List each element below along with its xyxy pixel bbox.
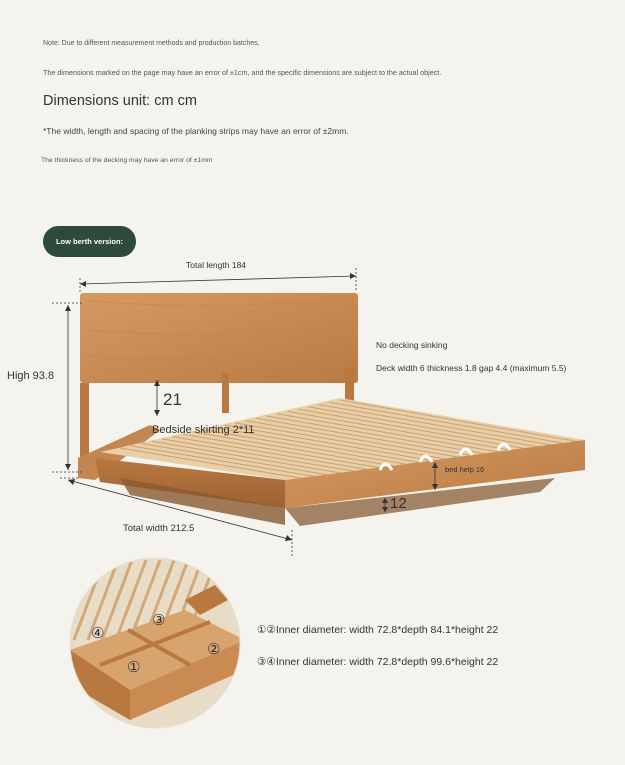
height-label: High 93.8 xyxy=(7,370,55,382)
total-length-label: Total length 184 xyxy=(186,260,247,270)
clearance-label: 12 xyxy=(390,495,407,512)
marker-1: ① xyxy=(127,659,141,676)
deck-spec-label: Deck width 6 thickness 1.8 gap 4.4 (maximum 5.5) xyxy=(376,363,567,373)
skirting-label: Bedside skirting 2*11 xyxy=(152,424,255,436)
inner-diameter-12: ①②Inner diameter: width 72.8*depth 84.1*height 22 xyxy=(257,624,499,636)
marker-4: ④ xyxy=(91,625,105,642)
total-width-label: Total width 212.5 xyxy=(123,523,195,534)
marker-3: ③ xyxy=(152,612,166,629)
marker-2: ② xyxy=(207,641,221,658)
no-sinking-label: No decking sinking xyxy=(376,340,448,350)
version-badge: Low berth version: xyxy=(43,226,136,257)
headboard-height-label: 21 xyxy=(163,390,182,409)
units-heading: Dimensions unit: cm cm xyxy=(43,93,197,109)
inner-diameter-34: ③④Inner diameter: width 72.8*depth 99.6*height 22 xyxy=(257,656,499,668)
plank-note: *The width, length and spacing of the planking strips may have an error of ±2mm. xyxy=(43,126,349,136)
error-note: The dimensions marked on the page may have an error of ±1cm, and the specific dimensions are subject to the actual object. xyxy=(43,68,442,77)
bed-help-label: bed help 16 xyxy=(445,465,485,474)
measurement-note: Note: Due to different measurement methods and production batches, xyxy=(43,40,260,47)
storage-photo xyxy=(60,550,260,740)
deck-note: The thickness of the decking may have an error of ±1mm xyxy=(41,157,213,164)
